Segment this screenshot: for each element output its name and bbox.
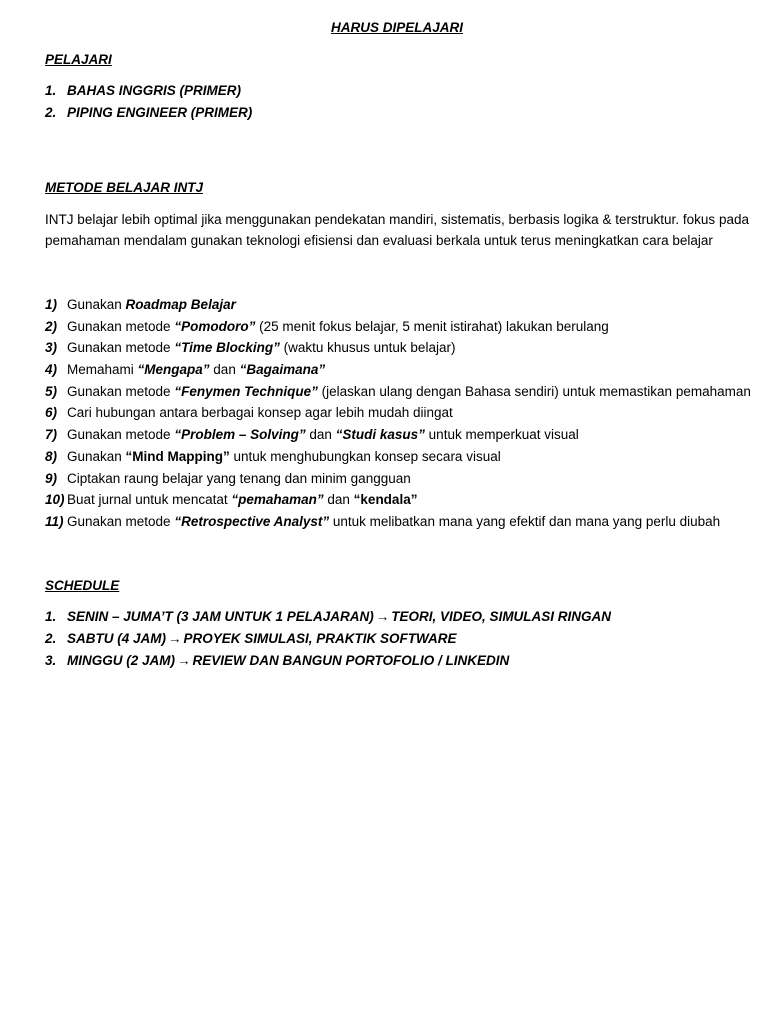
item-text: Buat jurnal untuk mencatat	[67, 492, 232, 508]
item-text: Gunakan metode	[67, 513, 175, 529]
item-text: Cari hubungan antara berbagai konsep agar lebih mudah diingat	[67, 405, 453, 421]
item-number: 8)	[45, 448, 58, 464]
item-emphasis: “Bagaimana”	[239, 362, 326, 378]
schedule-item	[45, 628, 749, 650]
item-emphasis: “Retrospective Analyst”	[174, 513, 330, 529]
item-text: dan	[209, 362, 240, 378]
schedule-activity: TEORI, VIDEO, SIMULASI RINGAN	[391, 609, 612, 625]
list-item	[45, 511, 749, 533]
schedule-item	[45, 606, 749, 628]
item-text: dan	[305, 427, 336, 443]
schedule-day: MINGGU (2 JAM)	[67, 652, 175, 668]
item-number: 1.	[45, 609, 57, 625]
item-text: Gunakan metode	[67, 318, 175, 334]
list-item	[45, 446, 749, 468]
item-number: 2.	[45, 105, 57, 121]
arrow-right-icon: →	[168, 631, 182, 647]
list-item	[45, 489, 749, 511]
item-number: 2.	[45, 631, 57, 647]
arrow-right-icon: →	[375, 609, 390, 625]
list-item	[45, 402, 749, 424]
metode-heading: METODE BELAJAR INTJ	[45, 179, 204, 195]
list-item	[45, 424, 749, 446]
schedule-activity: REVIEW DAN BANGUN PORTOFOLIO / LINKEDIN	[192, 652, 510, 668]
item-emphasis: Roadmap Belajar	[125, 296, 236, 312]
item-text: Gunakan metode	[67, 427, 175, 443]
item-text: Ciptakan raung belajar yang tenang dan minim gangguan	[67, 470, 411, 486]
item-number: 1.	[45, 83, 57, 99]
item-number: 10)	[45, 492, 65, 508]
item-number: 1)	[45, 296, 58, 312]
item-emphasis: “Fenymen Technique”	[174, 383, 318, 399]
list-item	[45, 316, 749, 338]
item-emphasis: “Time Blocking”	[174, 340, 280, 356]
schedule-day: SENIN – JUMA’T (3 JAM UNTUK 1 PELAJARAN)	[67, 609, 374, 625]
list-item	[45, 468, 749, 490]
item-text: Gunakan metode	[67, 340, 175, 356]
document-title: HARUS DIPELAJARI	[330, 20, 463, 35]
item-text: Memahami	[67, 362, 138, 378]
metode-paragraph: INTJ belajar lebih optimal jika menggunakan pendekatan mandiri, sistematis, berbasis logika & terstruktur. fokus pada pemahaman mendalam gunakan teknologi efisiensi dan evaluasi berkala untuk terus meningkatkan cara belajar	[45, 211, 749, 249]
item-text: untuk menghubungkan konsep secara visual	[229, 448, 501, 464]
schedule-day: SABTU (4 JAM)	[67, 631, 167, 647]
schedule-item	[45, 650, 749, 672]
list-item	[45, 381, 749, 403]
item-text: PIPING ENGINEER (PRIMER)	[67, 105, 253, 121]
list-item	[45, 359, 749, 381]
item-text: untuk memperkuat visual	[424, 427, 579, 443]
list-item	[45, 294, 749, 316]
item-text: Gunakan	[67, 448, 126, 464]
item-emphasis: “Studi kasus”	[335, 427, 425, 443]
schedule-heading: SCHEDULE	[45, 577, 120, 593]
pelajari-list	[45, 80, 749, 123]
item-text: (waktu khusus untuk belajar)	[279, 340, 456, 356]
item-text: (25 menit fokus belajar, 5 menit istirahat) lakukan berulang	[255, 318, 609, 334]
item-emphasis: “pemahaman”	[231, 492, 324, 508]
item-text: BAHAS INGGRIS (PRIMER)	[67, 83, 242, 99]
metode-list	[45, 294, 749, 533]
item-number: 2)	[45, 318, 58, 334]
schedule-activity: PROYEK SIMULASI, PRAKTIK SOFTWARE	[183, 631, 457, 647]
item-text: (jelaskan ulang dengan Bahasa sendiri) untuk memastikan pemahaman	[317, 383, 751, 399]
item-number: 4)	[45, 362, 58, 378]
list-item	[45, 102, 749, 124]
list-item	[45, 80, 749, 102]
item-number: 3)	[45, 340, 58, 356]
document-page	[45, 17, 749, 671]
item-number: 9)	[45, 470, 58, 486]
item-emphasis: “Mind Mapping”	[125, 448, 230, 464]
item-text: Gunakan metode	[67, 383, 175, 399]
item-emphasis: “Pomodoro”	[174, 318, 256, 334]
item-emphasis: “kendala”	[353, 492, 418, 508]
pelajari-heading: PELAJARI	[45, 51, 112, 67]
item-number: 7)	[45, 427, 58, 443]
item-number: 3.	[45, 652, 57, 668]
item-text: Gunakan	[67, 296, 126, 312]
schedule-list	[45, 606, 749, 671]
item-emphasis: “Mengapa”	[137, 362, 210, 378]
item-number: 6)	[45, 405, 58, 421]
list-item	[45, 337, 749, 359]
item-text: untuk melibatkan mana yang efektif dan mana yang perlu diubah	[329, 513, 721, 529]
arrow-right-icon: →	[177, 652, 191, 668]
item-number: 11)	[45, 513, 64, 529]
item-number: 5)	[45, 383, 58, 399]
item-text: dan	[323, 492, 354, 508]
item-emphasis: “Problem – Solving”	[174, 427, 306, 443]
